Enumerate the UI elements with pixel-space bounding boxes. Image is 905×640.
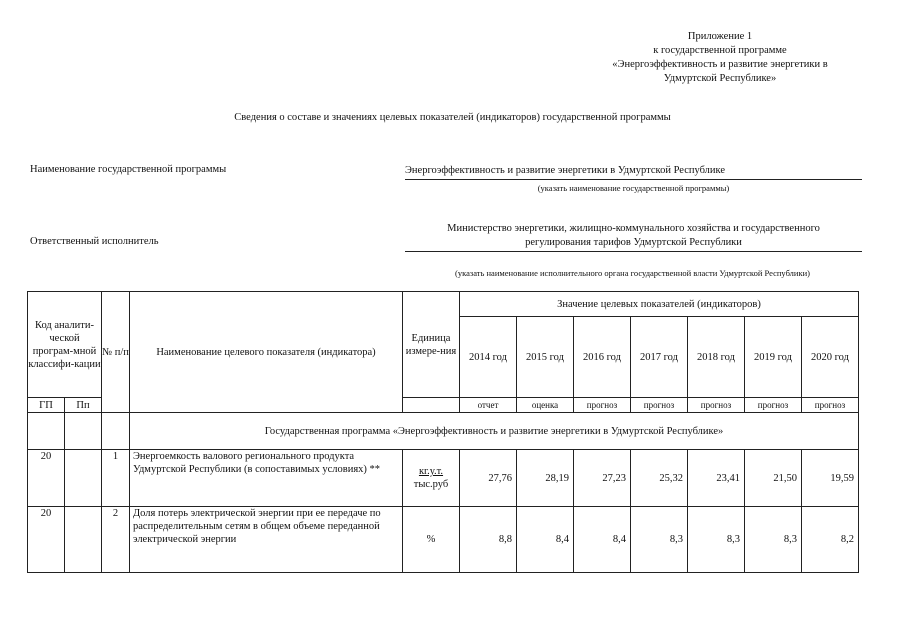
row-number: 2 — [102, 507, 130, 573]
indicators-table — [27, 291, 859, 573]
unit-header: Единица измере-ния — [403, 292, 460, 398]
appendix-block — [560, 30, 880, 86]
year-header: 2017 год — [631, 317, 688, 398]
document-title: Сведения о составе и значениях целевых показателей (индикаторов) государственной программы — [234, 112, 671, 123]
program-row-num — [102, 413, 130, 450]
row-value: 19,59 — [802, 450, 859, 507]
year-header: 2018 год — [688, 317, 745, 398]
row-indicator-name: Энергоемкость валового регионального продукта Удмуртской Республики (в сопоставимых условиях) ** — [130, 450, 403, 507]
unit-header-spacer — [403, 398, 460, 413]
year-header: 2020 год — [802, 317, 859, 398]
row-value: 8,4 — [574, 507, 631, 573]
row-value: 27,23 — [574, 450, 631, 507]
header-row-1 — [28, 292, 859, 317]
row-value: 8,3 — [631, 507, 688, 573]
row-value: 8,3 — [688, 507, 745, 573]
number-header: № п/п — [102, 292, 130, 413]
status-cell: прогноз — [631, 398, 688, 413]
row-value: 8,2 — [802, 507, 859, 573]
row-pp — [65, 450, 102, 507]
row-gp: 20 — [28, 450, 65, 507]
program-row-title: Государственная программа «Энергоэффективность и развитие энергетики в Удмуртской Республике» — [130, 413, 859, 450]
program-row — [28, 413, 859, 450]
status-cell: прогноз — [802, 398, 859, 413]
program-name-label: Наименование государственной программы — [30, 164, 227, 175]
status-cell: прогноз — [688, 398, 745, 413]
executor-label: Ответственный исполнитель — [30, 236, 159, 247]
row-indicator-name: Доля потерь электрической энергии при ее передаче по распределительным сетям в общем объеме переданной электрической энергии — [130, 507, 403, 573]
gp-header: ГП — [28, 398, 65, 413]
row-value: 8,4 — [517, 507, 574, 573]
executor-value-line-1: Министерство энергетики, жилищно-коммунального хозяйства и государственного — [447, 223, 820, 234]
appendix-line-3: «Энергоэффективность и развитие энергетики в — [612, 59, 828, 70]
row-pp — [65, 507, 102, 573]
program-name-value: Энергоэффективность и развитие энергетики в Удмуртской Республике — [405, 164, 862, 180]
appendix-line-1: Приложение 1 — [687, 31, 753, 42]
status-cell: отчет — [460, 398, 517, 413]
executor-value — [405, 222, 862, 252]
year-header: 2016 год — [574, 317, 631, 398]
values-group-header: Значение целевых показателей (индикаторов) — [460, 292, 859, 317]
row-unit — [403, 507, 460, 573]
year-header: 2015 год — [517, 317, 574, 398]
row-value: 27,76 — [460, 450, 517, 507]
appendix-line-4: Удмуртской Республике» — [663, 73, 777, 84]
executor-value-line-2: регулирования тарифов Удмуртской Республики — [525, 237, 742, 248]
table-row — [28, 507, 859, 573]
row-value: 8,8 — [460, 507, 517, 573]
row-value: 25,32 — [631, 450, 688, 507]
row-value: 28,19 — [517, 450, 574, 507]
status-cell: прогноз — [574, 398, 631, 413]
row-value: 8,3 — [745, 507, 802, 573]
indicator-name-header: Наименование целевого показателя (индикатора) — [130, 292, 403, 413]
row-number: 1 — [102, 450, 130, 507]
program-row-gp — [28, 413, 65, 450]
appendix-line-2: к государственной программе — [653, 45, 787, 56]
row-unit-line-1: % — [426, 534, 436, 545]
row-value: 21,50 — [745, 450, 802, 507]
row-unit-line-1: кг.у.т. — [418, 466, 444, 477]
table-row — [28, 450, 859, 507]
program-name-hint: (указать наименование государственной программы) — [537, 183, 730, 193]
status-cell: оценка — [517, 398, 574, 413]
status-cell: прогноз — [745, 398, 802, 413]
executor-hint: (указать наименование исполнительного органа государственной власти Удмуртской Республики) — [455, 268, 810, 278]
pp-header: Пп — [65, 398, 102, 413]
row-value: 23,41 — [688, 450, 745, 507]
row-gp: 20 — [28, 507, 65, 573]
row-unit-line-2: тыс.руб — [413, 479, 449, 490]
code-header: Код аналити-ческой програм-мной классифи-кации — [28, 292, 102, 398]
year-header: 2019 год — [745, 317, 802, 398]
year-header: 2014 год — [460, 317, 517, 398]
row-unit — [403, 450, 460, 507]
program-row-pp — [65, 413, 102, 450]
